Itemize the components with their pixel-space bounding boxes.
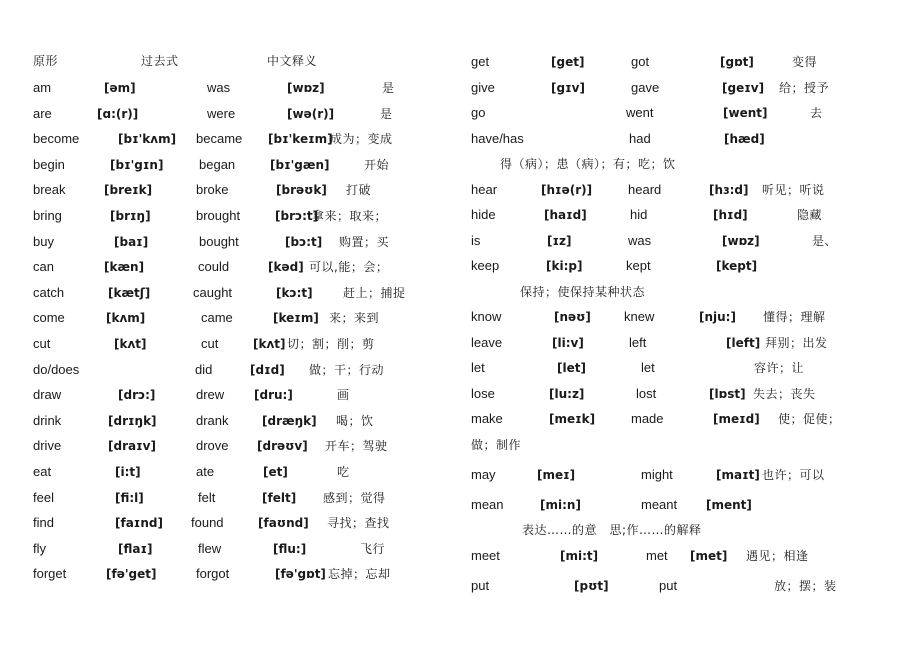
chinese-meaning: 做；干；行动	[309, 363, 385, 377]
base-form: mean	[471, 497, 504, 512]
past-form: drew	[196, 387, 225, 402]
chinese-meaning: 吃	[337, 465, 350, 479]
base-phonetic: [drɪŋk]	[108, 414, 157, 428]
past-form: meant	[641, 497, 678, 512]
past-form: caught	[193, 285, 233, 300]
base-phonetic: [meɪk]	[549, 412, 596, 426]
past-form: lost	[636, 386, 657, 401]
base-form: may	[471, 467, 496, 482]
base-form: begin	[33, 157, 65, 172]
base-phonetic: [lu:z]	[549, 387, 585, 401]
base-form: am	[33, 80, 52, 95]
chinese-meaning: 寻找；查找	[327, 516, 390, 530]
past-phonetic: [bɪ'gæn]	[270, 158, 330, 172]
base-phonetic: [kætʃ]	[108, 286, 151, 300]
base-form: bring	[33, 208, 62, 223]
past-phonetic: [kɔ:t]	[276, 286, 313, 300]
chinese-meaning: 可以,能；会；	[309, 260, 389, 274]
base-form: get	[471, 54, 490, 69]
past-form: had	[629, 131, 651, 146]
base-form: keep	[471, 258, 500, 273]
base-phonetic: [kæn]	[104, 260, 145, 274]
base-form: go	[471, 105, 486, 120]
chinese-meaning: 来；来到	[329, 311, 380, 325]
chinese-meaning: 去	[810, 106, 823, 120]
chinese-meaning: 使；促使；	[778, 412, 841, 426]
meaning-continuation: 保持；使保持某种状态	[520, 285, 646, 299]
past-form: heard	[628, 182, 662, 197]
base-phonetic: [kʌt]	[114, 337, 147, 351]
past-form: brought	[196, 208, 241, 223]
base-form: know	[471, 309, 502, 324]
base-phonetic: [kʌm]	[106, 311, 146, 325]
base-phonetic: [gɪv]	[551, 81, 585, 95]
past-phonetic: [kəd]	[268, 260, 304, 274]
chinese-meaning: 懂得；理解	[763, 310, 826, 324]
past-phonetic: [wə(r)]	[287, 107, 335, 121]
chinese-meaning: 购置；买	[339, 235, 390, 249]
past-form: drove	[196, 438, 229, 453]
header-base: 原形	[33, 54, 59, 68]
base-phonetic: [get]	[551, 55, 585, 69]
base-form: can	[33, 259, 54, 274]
past-form: gave	[631, 80, 660, 95]
past-form: met	[646, 548, 668, 563]
past-phonetic: [faʊnd]	[258, 516, 309, 530]
base-form: eat	[33, 464, 52, 479]
base-form: catch	[33, 285, 65, 300]
base-phonetic: [nəʊ]	[554, 310, 591, 324]
past-phonetic: [kʌt]	[253, 337, 286, 351]
past-phonetic: [lɒst]	[709, 387, 746, 401]
past-form: made	[631, 411, 664, 426]
past-form: put	[659, 578, 678, 593]
past-form: were	[207, 106, 236, 121]
chinese-meaning: 变得	[792, 55, 818, 69]
chinese-meaning: 听见；听说	[762, 183, 825, 197]
base-form: draw	[33, 387, 62, 402]
base-phonetic: [əm]	[104, 81, 136, 95]
past-phonetic: [hæd]	[724, 132, 765, 146]
past-form: broke	[196, 182, 229, 197]
header-past: 过去式	[141, 54, 179, 68]
past-phonetic: [keɪm]	[273, 311, 319, 325]
base-phonetic: [li:v]	[552, 336, 584, 350]
base-phonetic: [haɪd]	[544, 208, 587, 222]
past-form: went	[626, 105, 654, 120]
base-phonetic: [draɪv]	[108, 439, 156, 453]
past-phonetic: [dru:]	[254, 388, 293, 402]
base-form: find	[33, 515, 54, 530]
base-form: leave	[471, 335, 503, 350]
base-phonetic: [bɪ'kʌm]	[118, 132, 177, 146]
past-form: forgot	[196, 566, 230, 581]
chinese-meaning: 是	[380, 107, 393, 121]
meaning-continuation: 做；制作	[471, 438, 522, 452]
past-phonetic: [felt]	[262, 491, 297, 505]
past-phonetic: [maɪt]	[716, 468, 760, 482]
past-phonetic: [nju:]	[699, 310, 736, 324]
chinese-meaning: 开始	[364, 158, 390, 172]
past-form: might	[641, 467, 673, 482]
base-form: let	[471, 360, 485, 375]
past-phonetic: [hɜ:d]	[709, 183, 749, 197]
past-phonetic: [wɒz]	[287, 81, 325, 95]
chinese-meaning: 画	[337, 388, 350, 402]
past-phonetic: [ment]	[706, 498, 752, 512]
past-phonetic: [fə'gɒt]	[275, 567, 326, 581]
past-phonetic: [brɔ:t]	[275, 209, 319, 223]
chinese-meaning: 放；摆；装	[774, 579, 837, 593]
chinese-meaning: 切；割；削；剪	[287, 337, 375, 351]
base-phonetic: [mi:n]	[540, 498, 581, 512]
past-form: let	[641, 360, 655, 375]
chinese-meaning: 隐藏	[797, 208, 823, 222]
chinese-meaning: 失去；丧失	[753, 387, 816, 401]
base-phonetic: [ki:p]	[546, 259, 583, 273]
base-phonetic: [faɪnd]	[115, 516, 163, 530]
past-form: got	[631, 54, 650, 69]
base-form: forget	[33, 566, 67, 581]
chinese-meaning: 是、	[812, 234, 838, 248]
past-phonetic: [brəʊk]	[276, 183, 327, 197]
past-form: became	[196, 131, 243, 146]
base-phonetic: [mi:t]	[560, 549, 599, 563]
base-form: feel	[33, 490, 54, 505]
base-phonetic: [bɪ'gɪn]	[110, 158, 164, 172]
past-phonetic: [bɔ:t]	[285, 235, 323, 249]
base-phonetic: [ɪz]	[547, 234, 572, 248]
past-phonetic: [gɒt]	[720, 55, 754, 69]
base-form: become	[33, 131, 80, 146]
past-form: drank	[196, 413, 229, 428]
past-form: cut	[201, 336, 219, 351]
chinese-meaning: 喝；饮	[336, 414, 374, 428]
base-phonetic: [let]	[557, 361, 586, 375]
chinese-meaning: 也许；可以	[762, 468, 825, 482]
base-phonetic: [drɔ:]	[118, 388, 156, 402]
past-phonetic: [flu:]	[273, 542, 307, 556]
past-form: left	[629, 335, 647, 350]
chinese-meaning: 忘掉；忘却	[328, 567, 391, 581]
chinese-meaning: 打破	[346, 183, 372, 197]
chinese-meaning: 容许；让	[754, 361, 805, 375]
meaning-continuation: 得（病）；患（病）；有；吃；饮	[500, 157, 676, 171]
base-form: break	[33, 182, 66, 197]
past-form: could	[198, 259, 230, 274]
base-phonetic: [pʊt]	[574, 579, 609, 593]
base-form: make	[471, 411, 503, 426]
past-phonetic: [dɪd]	[250, 363, 285, 377]
base-phonetic: [fi:l]	[115, 491, 144, 505]
base-phonetic: [brɪŋ]	[110, 209, 151, 223]
past-form: did	[195, 362, 213, 377]
past-phonetic: [left]	[726, 336, 761, 350]
base-form: come	[33, 310, 65, 325]
chinese-meaning: 拜别；出发	[765, 336, 828, 350]
past-form: kept	[626, 258, 651, 273]
base-form: do/does	[33, 362, 80, 377]
past-phonetic: [dræŋk]	[262, 414, 317, 428]
past-form: ate	[196, 464, 215, 479]
base-form: lose	[471, 386, 495, 401]
base-form: meet	[471, 548, 500, 563]
past-form: was	[207, 80, 231, 95]
meaning-continuation: 表达……的意 思;作……的解释	[522, 523, 702, 537]
header-meaning: 中文释义	[267, 54, 318, 68]
past-phonetic: [kept]	[716, 259, 758, 273]
base-form: give	[471, 80, 495, 95]
base-form: drive	[33, 438, 62, 453]
past-form: felt	[198, 490, 216, 505]
base-form: are	[33, 106, 52, 121]
past-form: found	[191, 515, 224, 530]
base-form: hear	[471, 182, 498, 197]
past-phonetic: [bɪ'keɪm]	[268, 132, 333, 146]
past-form: was	[628, 233, 652, 248]
past-phonetic: [et]	[263, 465, 288, 479]
past-form: bought	[199, 234, 239, 249]
base-form: cut	[33, 336, 51, 351]
base-phonetic: [fə'get]	[106, 567, 157, 581]
base-phonetic: [i:t]	[115, 465, 141, 479]
base-form: is	[471, 233, 481, 248]
chinese-meaning: 开车；驾驶	[325, 439, 388, 453]
past-form: began	[199, 157, 236, 172]
past-phonetic: [drəʊv]	[257, 439, 308, 453]
past-phonetic: [hɪd]	[713, 208, 748, 222]
base-phonetic: [breɪk]	[104, 183, 153, 197]
past-phonetic: [wɒz]	[722, 234, 760, 248]
base-form: fly	[33, 541, 46, 556]
past-form: knew	[624, 309, 655, 324]
base-phonetic: [ɑ:(r)]	[97, 107, 139, 121]
chinese-meaning: 成为；变成	[330, 132, 393, 146]
base-phonetic: [flaɪ]	[118, 542, 153, 556]
chinese-meaning: 感到；觉得	[323, 491, 386, 505]
past-form: flew	[198, 541, 222, 556]
base-form: buy	[33, 234, 54, 249]
chinese-meaning: 赶上；捕捉	[343, 286, 406, 300]
chinese-meaning: 是	[382, 81, 395, 95]
past-phonetic: [meɪd]	[713, 412, 760, 426]
chinese-meaning: 拿来；取来；	[312, 209, 388, 223]
base-form: have/has	[471, 131, 524, 146]
chinese-meaning: 遇见；相逢	[746, 549, 809, 563]
past-phonetic: [geɪv]	[722, 81, 765, 95]
past-form: hid	[630, 207, 648, 222]
base-form: hide	[471, 207, 496, 222]
base-phonetic: [meɪ]	[537, 468, 576, 482]
base-form: put	[471, 578, 490, 593]
base-form: drink	[33, 413, 62, 428]
past-phonetic: [met]	[690, 549, 728, 563]
past-form: came	[201, 310, 233, 325]
base-phonetic: [baɪ]	[114, 235, 149, 249]
chinese-meaning: 给；授予	[779, 81, 830, 95]
base-phonetic: [hɪə(r)]	[541, 183, 593, 197]
past-phonetic: [went]	[723, 106, 768, 120]
chinese-meaning: 飞行	[360, 542, 386, 556]
